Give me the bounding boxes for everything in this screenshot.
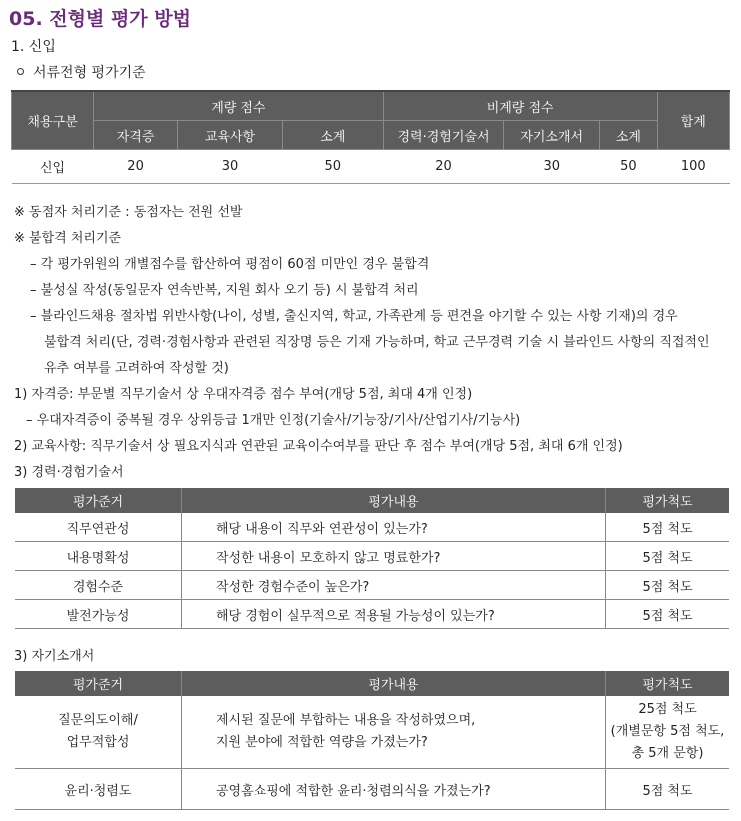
cell: 경험수준 — [15, 571, 182, 600]
cell: 작성한 내용이 모호하지 않고 명료한가? — [182, 542, 606, 571]
intro-eval-table — [15, 671, 729, 810]
note-cert-sub: – 우대자격증이 중복될 경우 상위등급 1개만 인정(기술사/기능장/기사/산업기사/기능사) — [26, 413, 521, 428]
content-line: 제시된 질문에 부합하는 내용을 작성하였으며, — [216, 713, 476, 728]
note-fail-3: – 블라인드채용 절차법 위반사항(나이, 성별, 출신지역, 학교, 가족관계 등 편견을 야기할 수 있는 사항 기재)의 경우 — [30, 309, 678, 324]
cell: 30 — [178, 150, 283, 184]
note-fail-2: – 불성실 작성(동일문자 연속반복, 지원 회사 오기 등) 시 불합격 처리 — [30, 283, 419, 298]
page-title: 05. 전형별 평가 방법 — [9, 8, 191, 30]
note-fail-1: – 각 평가위원의 개별점수를 합산하여 평점이 60점 미만인 경우 불합격 — [30, 257, 430, 272]
note-tie: ※ 동점자 처리기준 : 동점자는 전원 선발 — [14, 205, 243, 220]
intro-heading: 3) 자기소개서 — [14, 649, 95, 664]
cell: 신입 — [12, 150, 94, 184]
cell: 30 — [504, 150, 600, 184]
cell: 20 — [383, 150, 504, 184]
header-scale: 평가척도 — [606, 671, 730, 696]
header-criteria: 평가준거 — [15, 488, 182, 513]
note-fail-3-cont: 불합격 처리(단, 경력·경험사항과 관련된 직장명 등은 기재 가능하며, 학교 근무경력 기술 시 블라인드 사항의 직접적인 — [44, 335, 710, 350]
note-fail-heading: ※ 불합격 처리기준 — [14, 231, 122, 246]
cell: 공영홈쇼핑에 적합한 윤리·청렴의식을 가졌는가? — [182, 769, 606, 810]
cell: 5점 척도 — [606, 571, 730, 600]
career-eval-table — [15, 488, 729, 629]
cell — [606, 696, 730, 769]
cell: 해당 내용이 직무와 연관성이 있는가? — [182, 513, 606, 542]
crit-line: 질문의도이해/ — [58, 713, 138, 728]
header-quant: 계량 점수 — [94, 91, 384, 121]
cell — [15, 696, 182, 769]
cell — [182, 696, 606, 769]
cell: 50 — [282, 150, 383, 184]
cell: 윤리·청렴도 — [15, 769, 182, 810]
bullet-icon — [17, 68, 24, 75]
table-row — [15, 571, 729, 600]
note-fail-3-cont2: 유추 여부를 고려하여 작성할 것) — [44, 361, 229, 376]
table-row — [15, 769, 729, 810]
scale-line: 총 5개 문항) — [631, 746, 704, 761]
crit-line: 업무적합성 — [66, 735, 130, 750]
cell: 내용명확성 — [15, 542, 182, 571]
cell: 5점 척도 — [606, 769, 730, 810]
header-nonquant: 비계량 점수 — [383, 91, 657, 121]
note-career-heading: 3) 경력·경험기술서 — [14, 465, 124, 480]
score-table — [11, 90, 730, 184]
header-subtotal: 소계 — [282, 121, 383, 150]
header-career: 경력·경험기술서 — [383, 121, 504, 150]
note-edu: 2) 교육사항: 직무기술서 상 필요지식과 연관된 교육이수여부를 판단 후 점수 부여(개당 5점, 최대 6개 인정) — [14, 439, 623, 454]
cell: 작성한 경험수준이 높은가? — [182, 571, 606, 600]
subsection-heading — [17, 62, 146, 82]
cell: 5점 척도 — [606, 542, 730, 571]
table-row — [15, 513, 729, 542]
header-intro: 자기소개서 — [504, 121, 600, 150]
scale-line: (개별문항 5점 척도, — [610, 724, 725, 739]
table-row — [15, 542, 729, 571]
header-subtotal2: 소계 — [600, 121, 657, 150]
cell: 5점 척도 — [606, 600, 730, 629]
header-scale: 평가척도 — [606, 488, 730, 513]
header-edu: 교육사항 — [178, 121, 283, 150]
header-total: 합계 — [657, 91, 729, 150]
table-row — [15, 600, 729, 629]
cell: 20 — [94, 150, 178, 184]
table-row — [15, 696, 729, 769]
header-hire-type: 채용구분 — [12, 91, 94, 150]
cell: 해당 경험이 실무적으로 적용될 가능성이 있는가? — [182, 600, 606, 629]
header-cert: 자격증 — [94, 121, 178, 150]
cell: 5점 척도 — [606, 513, 730, 542]
cell: 직무연관성 — [15, 513, 182, 542]
subsection-label: 서류전형 평가기준 — [33, 65, 146, 81]
cell: 100 — [657, 150, 729, 184]
content-line: 지원 분야에 적합한 역량을 가졌는가? — [216, 735, 428, 750]
section-heading: 1. 신입 — [11, 39, 56, 55]
note-cert: 1) 자격증: 부문별 직무기술서 상 우대자격증 점수 부여(개당 5점, 최대 4개 인정) — [14, 387, 473, 402]
table-row — [12, 150, 730, 184]
scale-line: 25점 척도 — [638, 702, 697, 717]
header-content: 평가내용 — [182, 671, 606, 696]
cell: 50 — [600, 150, 657, 184]
header-criteria: 평가준거 — [15, 671, 182, 696]
cell: 발전가능성 — [15, 600, 182, 629]
header-content: 평가내용 — [182, 488, 606, 513]
